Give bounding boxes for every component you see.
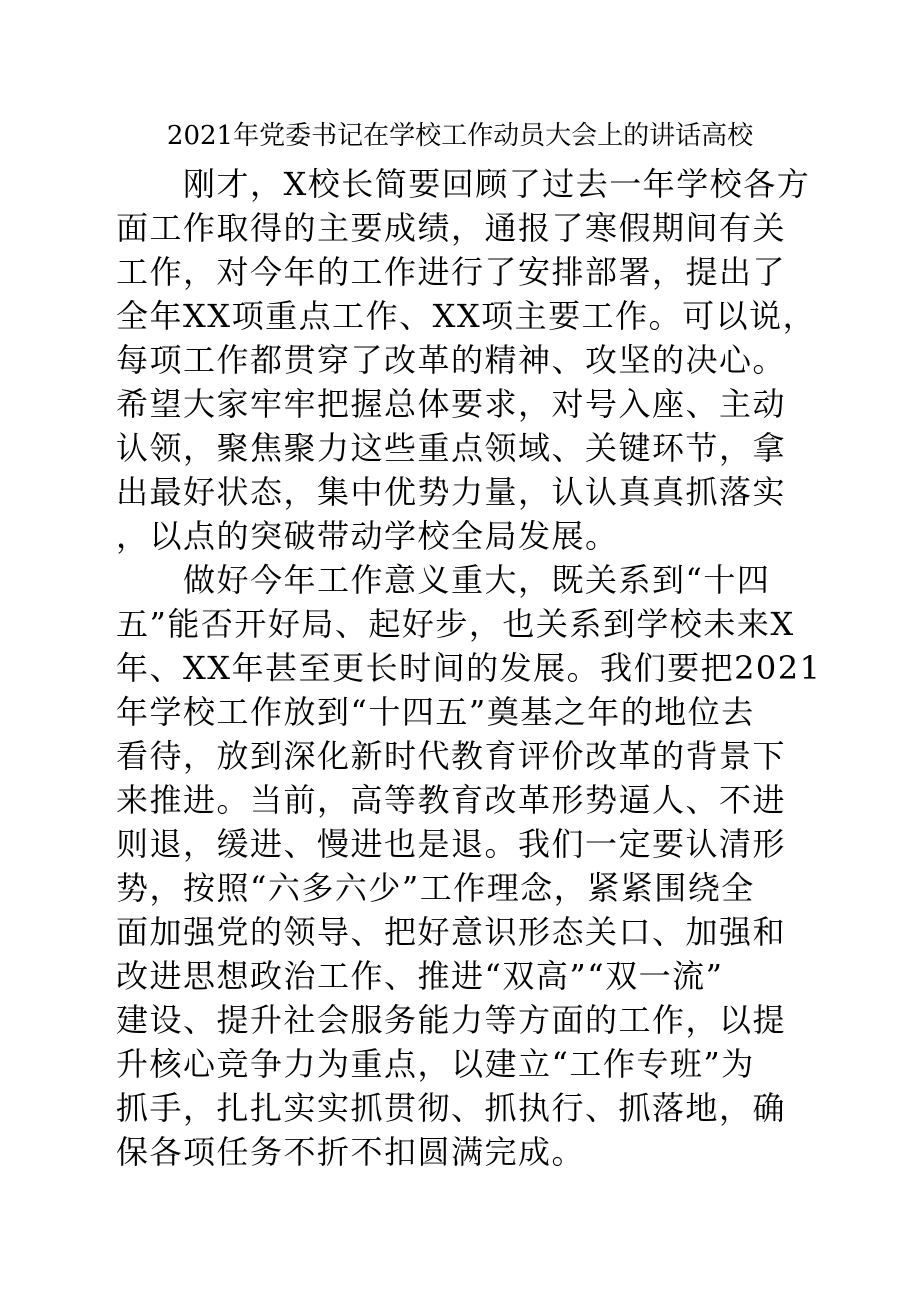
paragraph-line: 出最好状态，集中优势力量，认认真真抓落实 — [116, 473, 787, 511]
paragraph-line: 建设、提升社会服务能力等方面的工作，以提 — [116, 1001, 787, 1039]
paragraph-line: 升核心竞争力为重点，以建立“工作专班”为 — [116, 1045, 755, 1083]
paragraph-line: 抓手，扎扎实实抓贯彻、抓执行、抓落地，确 — [116, 1089, 787, 1127]
paragraph-line: 势，按照“六多六少”工作理念，紧紧围绕全 — [116, 869, 755, 907]
paragraph-line: 认领，聚焦聚力这些重点领域、关键环节，拿 — [116, 429, 787, 467]
paragraph-line: 工作，对今年的工作进行了安排部署，提出了 — [116, 253, 787, 291]
document-title: 2021年党委书记在学校工作动员大会上的讲话高校 — [166, 121, 754, 151]
paragraph-line: 年学校工作放到“十四五”奠基之年的地位去 — [116, 693, 755, 731]
paragraph-line: 五”能否开好局、起好步，也关系到学校未来X — [116, 605, 795, 643]
paragraph-line: 看待，放到深化新时代教育评价改革的背景下 — [116, 737, 787, 775]
paragraph-line: 全年XX项重点工作、XX项主要工作。可以说， — [116, 297, 817, 335]
paragraph-line: 希望大家牢牢把握总体要求，对号入座、主动 — [116, 385, 787, 423]
paragraph-line: 面加强党的领导、把好意识形态关口、加强和 — [116, 913, 787, 951]
paragraph-line: 来推进。当前，高等教育改革形势逼人、不进 — [116, 781, 787, 819]
paragraph-line: 保各项任务不折不扣圆满完成。 — [116, 1133, 586, 1171]
paragraph-line: 改进思想政治工作、推进“双高”“双一流” — [116, 957, 724, 995]
paragraph-line: 每项工作都贯穿了改革的精神、攻坚的决心。 — [116, 341, 787, 379]
paragraph-line: 则退，缓进、慢进也是退。我们一定要认清形 — [116, 825, 787, 863]
paragraph-line: 面工作取得的主要成绩，通报了寒假期间有关 — [116, 209, 787, 247]
paragraph-line: ，以点的突破带动学校全局发展。 — [116, 517, 619, 555]
paragraph-line: 做好今年工作意义重大，既关系到“十四 — [116, 561, 771, 599]
paragraph-line: 年、XX年甚至更长时间的发展。我们要把2021 — [116, 649, 822, 687]
paragraph-line: 刚才，X校长简要回顾了过去一年学校各方 — [116, 165, 811, 203]
